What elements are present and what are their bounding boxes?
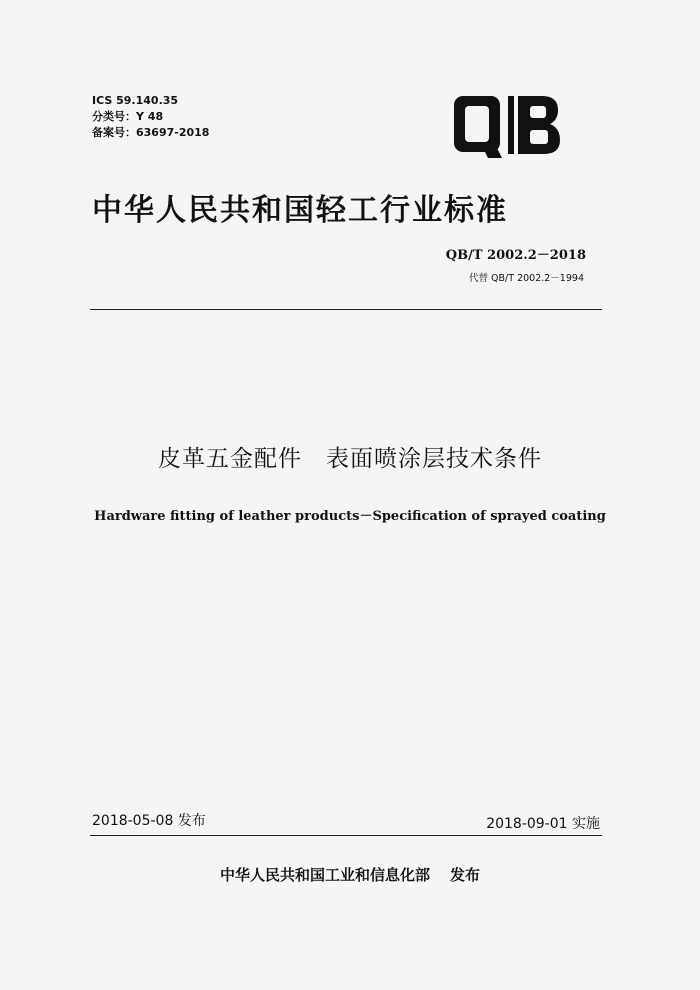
classification-code: 分类号：Y 48 <box>92 110 164 123</box>
issuer-line <box>0 864 700 885</box>
replaces-standard: 代替 QB/T 2002.2－1994 <box>469 273 584 284</box>
ics-code: ICS 59.140.35 <box>92 94 179 107</box>
issuer-action: 发布 <box>450 866 481 884</box>
implement-date: 2018-09-01 实施 <box>486 816 600 832</box>
document-title-cn: 皮革五金配件 表面喷涂层技术条件 <box>158 446 542 472</box>
publish-date: 2018-05-08 发布 <box>92 813 206 829</box>
standard-number: QB/T 2002.2－2018 <box>445 248 586 263</box>
standard-category-title: 中华人民共和国轻工行业标准 <box>92 193 508 228</box>
record-number: 备案号：63697-2018 <box>92 126 210 139</box>
issuer-name: 中华人民共和国工业和信息化部 <box>219 866 430 884</box>
header-divider <box>90 309 602 310</box>
qb-logo <box>450 92 562 162</box>
footer-divider <box>90 835 602 836</box>
document-title-en: Hardware fitting of leather products－Specification of sprayed coating <box>94 509 606 524</box>
meta-block <box>92 93 209 141</box>
